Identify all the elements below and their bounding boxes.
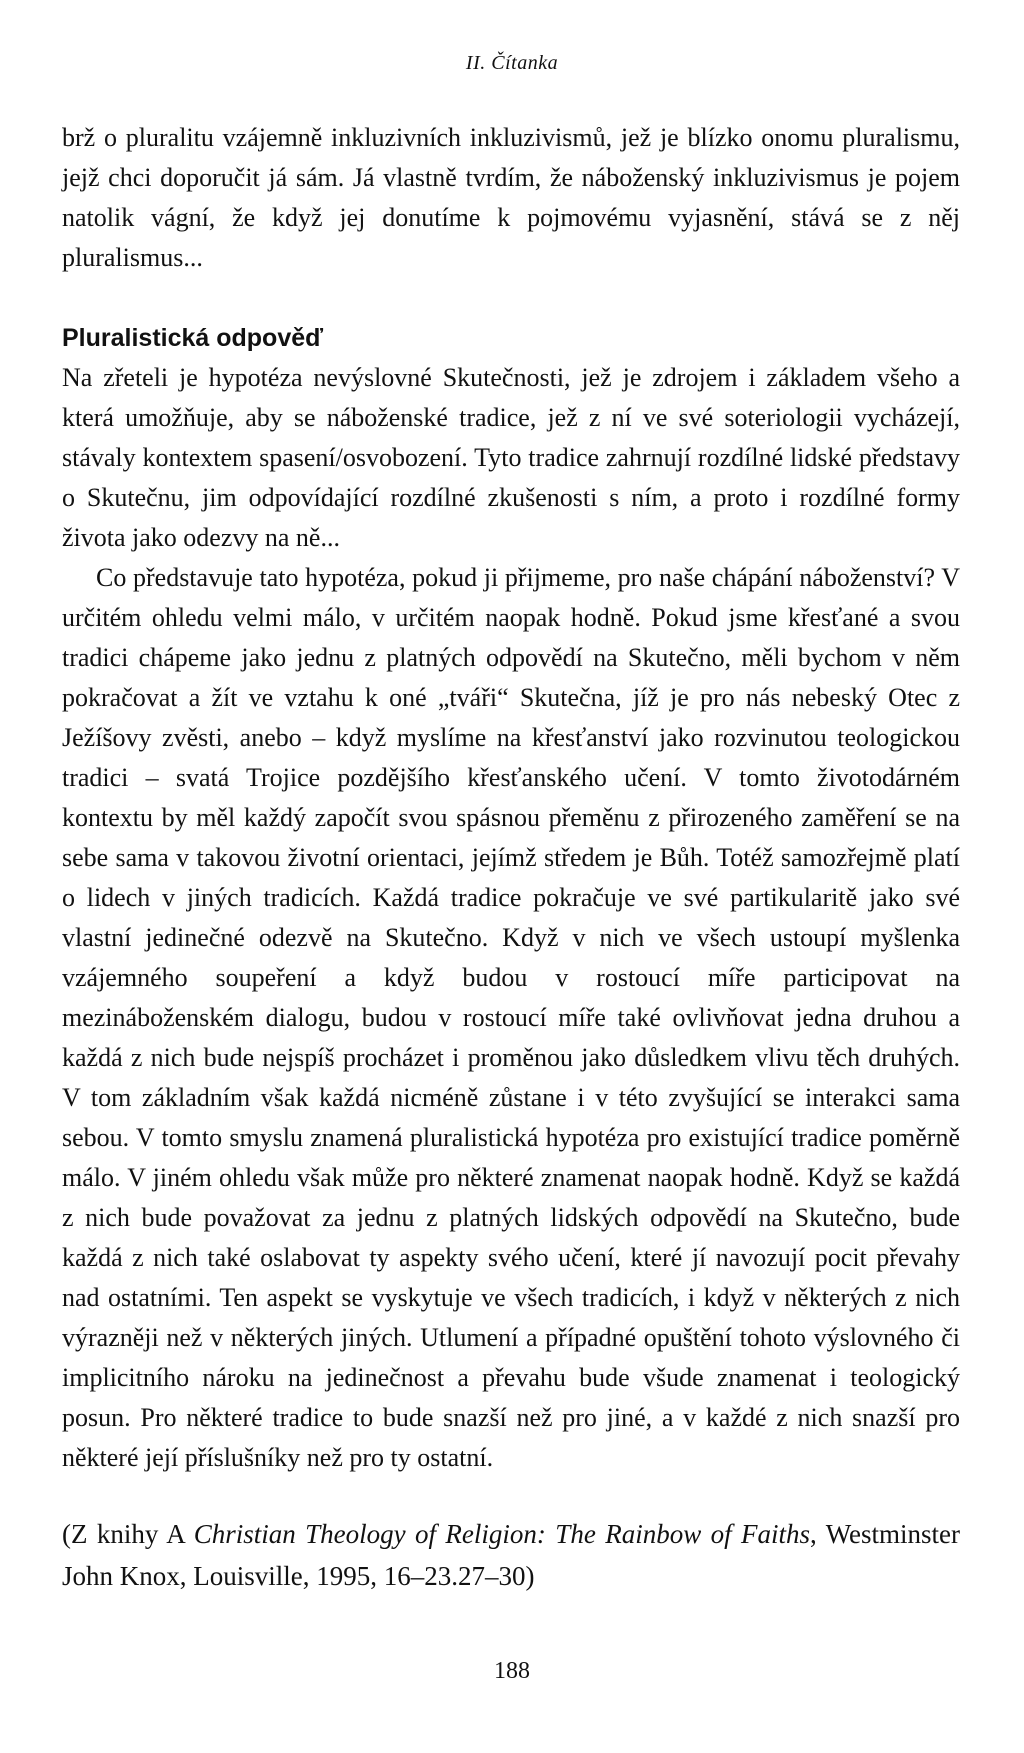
section-paragraph-1: Na zřeteli je hypotéza nevýslovné Skutečnosti, jež je zdrojem i základem všeho a která umožňuje, aby se náboženské tradice, jež z ní ve své soteriologii vycházejí, stávaly kontextem spasení/osvobození. Tyto tradice zahrnují rozdílné lidské představy o Skutečnu, jim odpovídající rozdílné zkušenosti s ním, a proto i rozdílné formy života jako odezvy na ně... [62,363,960,552]
section-heading: Pluralistická odpověď [62,324,324,352]
intro-paragraph: brž o pluralitu vzájemně inkluzivních inkluzivismů, jež je blízko onomu pluralismu, jejž chci doporučit já sám. Já vlastně tvrdím, že náboženský inkluzivismus je pojem natolik vágní, že když jej donutíme k pojmovému vyjasnění, stává se z něj pluralismus... [62,123,960,272]
running-header: II. Čítanka [465,52,559,74]
citation-prefix: (Z knihy A [62,1519,194,1549]
body-text [62,118,960,1478]
source-citation [62,1513,960,1597]
citation-book-title: Christian Theology of Religion: The Rainbow of Faiths [193,1519,811,1549]
section-paragraph-2: Co představuje tato hypotéza, pokud ji přijmeme, pro naše chápání náboženství? V určitém ohledu velmi málo, v určitém naopak hodně. Pokud jsme křesťané a svou tradici chápeme jako jednu z platných odpovědí na Skutečno, měli bychom v něm pokračovat a žít ve vztahu k oné „tváři“ Skutečna, jíž je pro nás nebeský Otec z Ježíšovy zvěsti, anebo – když myslíme na křesťanství jako rozvinutou teologickou tradici – svatá Trojice pozdějšího křesťanského učení. V tomto životodárném kontextu by měl každý započít svou spásnou přeměnu z přirozeného zaměření se na sebe sama v takovou životní orientaci, jejímž středem je Bůh. Totéž samozřejmě platí o lidech v jiných tradicích. Každá tradice pokračuje ve své partikularitě jako své vlastní jedinečné odezvě na Skutečno. Když v nich ve všech ustoupí myšlenka vzájemného soupeření a když budou v rostoucí míře participovat na mezináboženském dialogu, budou v rostoucí míře také ovlivňovat jedna druhou a každá z nich bude nejspíš procházet i proměnou jako důsledkem vlivu těch druhých. V tom základním však každá nicméně zůstane i v této zvyšující se interakci sama sebou. V tomto smyslu znamená pluralistická hypotéza pro existující tradice poměrně málo. V jiném ohledu však může pro některé znamenat naopak hodně. Když se každá z nich bude považovat za jednu z platných lidských odpovědí na Skutečno, bude každá z nich také oslabovat ty aspekty svého učení, které jí navozují pocit převahy nad ostatními. Ten aspekt se vyskytuje ve všech tradicích, i když v některých z nich výrazněji než v některých jiných. Utlumení a případné opuštění tohoto výslovného či implicitního nároku na jedinečnost a převahu bude všude znamenat i teologický posun. Pro některé tradice to bude snazší než pro jiné, a v každé z nich snazší pro některé její příslušníky než pro ty ostatní. [62,563,960,1472]
citation-suffix: , Westminster John Knox, Louisville, 1995, 16–23.27–30) [62,1519,960,1591]
page-number: 188 [494,1658,530,1684]
